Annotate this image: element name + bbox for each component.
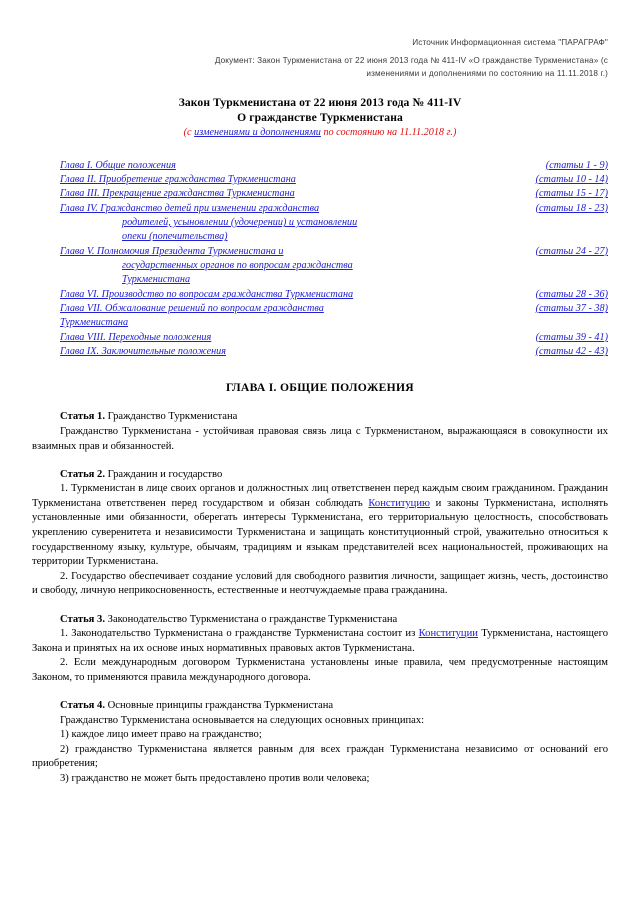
toc-articles-link[interactable]: (статьи 39 - 41) (535, 331, 608, 343)
article-2-number: Статья 2. (60, 468, 105, 480)
toc-row (32, 331, 608, 345)
toc-chapter-continuation (32, 230, 608, 244)
article-2-p1-part-a: 1. Туркменистан в лице своих органов и должностных лиц ответственен перед каждым своим гражданином. Гражданин Туркменистана ответственен перед государством и обязан соблюдать (32, 483, 608, 509)
toc-chapter-link[interactable]: Глава VIII. Переходные положения (60, 331, 212, 343)
toc-chapter-cell (32, 288, 353, 302)
toc-articles-cell (528, 288, 608, 302)
document-line-2: изменениями и дополнениями по состоянию на 11.11.2018 г.) (366, 69, 608, 79)
document-line (32, 54, 608, 80)
article-4-item-1: 1) каждое лицо имеет право на гражданство; (60, 729, 262, 741)
toc-articles-cell (528, 187, 608, 201)
page-subtitle: О гражданстве Туркменистана (237, 110, 403, 124)
document-meta-header (32, 36, 608, 81)
toc-chapter-continuation (32, 259, 608, 273)
article-4-paragraph-1: Гражданство Туркменистана основывается на следующих основных принципах: (60, 714, 425, 726)
toc-articles-link[interactable]: (статьи 28 - 36) (535, 288, 608, 300)
chapter-heading: ГЛАВА I. ОБЩИЕ ПОЛОЖЕНИЯ (226, 381, 414, 395)
article-4-number: Статья 4. (60, 700, 105, 712)
toc-chapter-link[interactable]: Глава IV. Гражданство детей при изменении гражданства (60, 202, 320, 214)
article-3-heading: Законодательство Туркменистана о гражданстве Туркменистана (105, 613, 398, 625)
toc-chapter-cell (32, 331, 211, 345)
document-line-1: Документ: Закон Туркменистана от 22 июня 2013 года № 411-IV «О гражданстве Туркменистана» (с (214, 56, 608, 66)
article-4-item-2: 2) гражданство Туркменистана является равным для всех граждан Туркменистана независимо от оснований его приобретения; (32, 743, 608, 770)
toc-chapter-continuation-link[interactable]: родителей, усыновлении (удочерении) и установлении (122, 216, 358, 228)
constitution-link-2[interactable]: Конституции (418, 628, 478, 640)
toc-articles-link[interactable]: (статьи 15 - 17) (535, 188, 608, 200)
article-2-heading: Гражданин и государство (105, 468, 223, 480)
toc-articles-link[interactable]: (статьи 24 - 27) (535, 245, 608, 257)
toc-chapter-cell (32, 345, 226, 359)
toc-chapter-link[interactable]: Глава III. Прекращение гражданства Туркменистана (60, 188, 295, 200)
toc-articles-cell (538, 159, 608, 173)
toc-articles-cell (528, 173, 608, 187)
toc-row (32, 173, 608, 187)
toc-row (32, 187, 608, 201)
article-4-title (32, 699, 608, 714)
toc-articles-cell (528, 302, 608, 316)
article-3-number: Статья 3. (60, 613, 105, 625)
toc-chapter-cell (32, 302, 324, 316)
toc-chapter-cell (32, 202, 319, 216)
toc-chapter-cell (32, 245, 283, 259)
table-of-contents (32, 159, 608, 360)
toc-chapter-continuation (32, 316, 608, 330)
toc-row (32, 202, 608, 216)
article-2-paragraph-1 (32, 482, 608, 570)
article-1-number: Статья 1. (60, 411, 105, 423)
toc-chapter-continuation-link[interactable]: государственных органов по вопросам гражданства (122, 260, 353, 272)
toc-row (32, 345, 608, 359)
article-2-p1-part-b: и законы Туркменистана, исполнять установленные ими обязанности, оберегать интересы Туркменистана, его территориальную целостность, способствовать укреплению суверенитета и независимости Туркменистана и защищать конституционный строй, уважительно относиться к государственному языку, культуре, обычаям, традициям и языкам представителей всех национальностей, проживающих на территории Туркменистана. (32, 497, 608, 568)
toc-articles-link[interactable]: (статьи 42 - 43) (535, 346, 608, 358)
toc-chapter-cell (32, 159, 176, 173)
article-3-paragraph-1 (32, 627, 608, 656)
toc-articles-link[interactable]: (статьи 18 - 23) (535, 202, 608, 214)
article-2-paragraph-2: 2. Государство обеспечивает создание условий для свободного развития личности, защищает жизнь, честь, достоинство и свободу, личную неприкосновенность, естественные и неотчуждаемые права гражданина. (32, 570, 608, 597)
toc-chapter-continuation-link[interactable]: опеки (попечительства) (122, 231, 228, 243)
toc-row (32, 245, 608, 259)
toc-chapter-continuation-link[interactable]: Туркменистана (60, 317, 129, 329)
toc-row (32, 302, 608, 316)
article-3-p1-part-b: Туркменистана, настоящего Закона и принятых на их основе иных нормативных правовых актов Туркменистана. (32, 628, 608, 654)
toc-row (32, 288, 608, 302)
article-1-heading: Гражданство Туркменистана (105, 411, 238, 423)
toc-chapter-link[interactable]: Глава V. Полномочия Президента Туркменистана и (60, 245, 284, 257)
article-3-p1-part-a: 1. Законодательство Туркменистана о гражданстве Туркменистана состоит из (60, 628, 419, 640)
toc-chapter-continuation (32, 273, 608, 287)
toc-articles-cell (528, 245, 608, 259)
toc-articles-link[interactable]: (статьи 37 - 38) (535, 303, 608, 315)
toc-articles-cell (528, 202, 608, 216)
amendment-note (32, 126, 608, 140)
constitution-link-1[interactable]: Конституцию (368, 497, 430, 509)
toc-articles-link[interactable]: (статьи 1 - 9) (545, 159, 608, 171)
article-2-title (32, 468, 608, 483)
article-1-paragraph-1: Гражданство Туркменистана - устойчивая правовая связь лица с Туркменистаном, выражающаяся в совокупности их взаимных прав и обязанностей. (32, 426, 608, 452)
toc-chapter-continuation (32, 216, 608, 230)
amendment-link[interactable]: изменениями и дополнениями (194, 126, 321, 138)
document-body (32, 410, 608, 786)
toc-chapter-continuation-link[interactable]: Туркменистана (122, 274, 191, 286)
toc-articles-cell (528, 331, 608, 345)
toc-row (32, 159, 608, 173)
amendment-rest: по состоянию на 11.11.2018 г.) (320, 126, 457, 138)
toc-chapter-link[interactable]: Глава II. Приобретение гражданства Туркменистана (60, 173, 296, 185)
toc-articles-cell (528, 345, 608, 359)
article-4-item-3: 3) гражданство не может быть предоставлено против воли человека; (60, 772, 370, 784)
page-title: Закон Туркменистана от 22 июня 2013 года № 411-IV (178, 95, 462, 109)
toc-articles-link[interactable]: (статьи 10 - 14) (535, 173, 608, 185)
toc-chapter-cell (32, 173, 296, 187)
toc-chapter-link[interactable]: Глава IX. Заключительные положения (60, 346, 226, 358)
article-3-title (32, 613, 608, 628)
title-block (32, 95, 608, 140)
article-4-heading: Основные принципы гражданства Туркменистана (105, 700, 334, 712)
toc-chapter-cell (32, 187, 295, 201)
amendment-open: (с (183, 126, 195, 138)
toc-chapter-link[interactable]: Глава VII. Обжалование решений по вопросам гражданства (60, 303, 324, 315)
source-line: Источник Информационная система "ПАРАГРАФ" (412, 38, 608, 47)
article-3-paragraph-2: 2. Если международным договором Туркменистана установлены иные правила, чем предусмотренные настоящим Законом, то применяются правила международного договора. (32, 657, 608, 683)
toc-chapter-link[interactable]: Глава VI. Производство по вопросам гражданства Туркменистана (60, 288, 354, 300)
toc-chapter-link[interactable]: Глава I. Общие положения (60, 159, 176, 171)
article-1-title (32, 410, 608, 425)
